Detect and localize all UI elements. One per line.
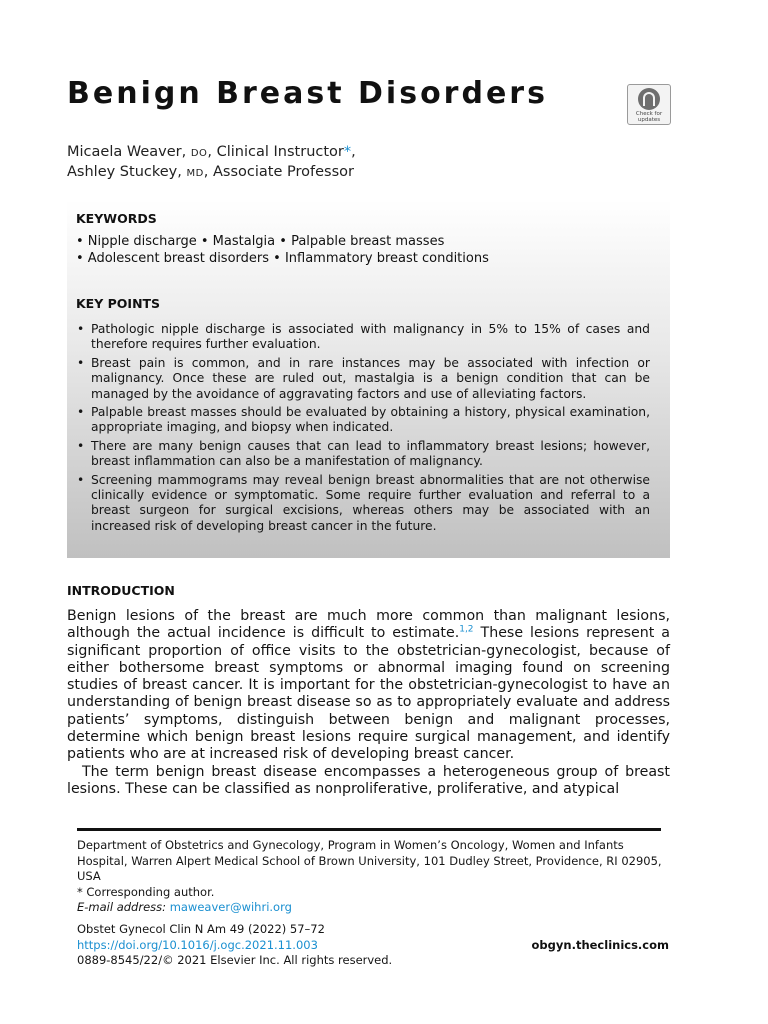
citation-block bbox=[77, 922, 392, 969]
corresponding-note: * Corresponding author. bbox=[77, 884, 215, 899]
check-for-updates-badge[interactable] bbox=[627, 84, 671, 125]
author-degree: MD bbox=[186, 168, 204, 179]
email-line bbox=[77, 900, 667, 916]
introduction-body bbox=[67, 608, 670, 798]
article-title: Benign Breast Disorders bbox=[67, 76, 548, 111]
key-points-list bbox=[76, 322, 650, 537]
author-line bbox=[67, 143, 356, 163]
email-label: E-mail address: bbox=[77, 900, 167, 914]
keywords-line: • Adolescent breast disorders • Inflammatory breast conditions bbox=[76, 251, 489, 266]
author-list bbox=[67, 143, 356, 183]
journal-citation: Obstet Gynecol Clin N Am 49 (2022) 57–72 bbox=[77, 922, 325, 936]
introduction-heading: INTRODUCTION bbox=[67, 583, 175, 598]
footnote-divider bbox=[77, 828, 661, 831]
email-link[interactable]: maweaver@wihri.org bbox=[169, 900, 292, 914]
footnote-affiliation bbox=[77, 838, 667, 916]
keywords-heading: KEYWORDS bbox=[76, 211, 157, 226]
key-point-item: • Screening mammograms may reveal benign breast abnormalities that are not otherwise clinically evidence or symptomatic. Some require further evaluation and referral to a breast surgeon for surgical excisions, whereas others may be associated with an increased risk of developing breast cancer in the future. bbox=[76, 473, 650, 535]
author-name: Ashley Stuckey, bbox=[67, 164, 187, 180]
key-point-item: • Pathologic nipple discharge is associated with malignancy in 5% to 15% of cases and therefore requires further evaluation. bbox=[76, 322, 650, 353]
author-role: , Associate Professor bbox=[203, 164, 354, 180]
author-role: , Clinical Instructor bbox=[207, 144, 344, 160]
copyright-line: 0889-8545/22/© 2021 Elsevier Inc. All rights reserved. bbox=[77, 953, 393, 967]
badge-label: Check for updates bbox=[635, 111, 663, 123]
paragraph-text: Benign lesions of the breast are much more common than malignant lesions, although the actual incidence is difficult to estimate. bbox=[67, 608, 670, 642]
key-point-item: • There are many benign causes that can lead to inflammatory breast lesions; however, breast inflammation can also be a manifestation of malignancy. bbox=[76, 439, 650, 470]
paragraph bbox=[67, 608, 670, 764]
corresponding-author-link[interactable]: * bbox=[343, 144, 352, 160]
keywords-line: • Nipple discharge • Mastalgia • Palpable breast masses bbox=[76, 234, 445, 249]
reference-link[interactable]: 1,2 bbox=[459, 624, 474, 635]
journal-site-link[interactable]: obgyn.theclinics.com bbox=[531, 938, 669, 952]
paragraph-text: These lesions represent a significant proportion of office visits to the obstetrician-gynecologist, because of either bothersome breast symptoms or abnormal imaging found on screening studies of breast cancer. It is important for the obstetrician-gynecologist to have an understanding of benign breast disease so as to appropriately evaluate and address patients’ symptoms, distinguish between benign and malignant processes, determine which benign breast lesions require surgical management, and identify patients who are at increased risk of developing breast cancer. bbox=[67, 625, 670, 763]
paragraph: The term benign breast disease encompasses a heterogeneous group of breast lesions. These can be classified as nonproliferative, proliferative, and atypical bbox=[67, 763, 670, 797]
author-line bbox=[67, 163, 356, 183]
keywords-keypoints-panel bbox=[67, 200, 670, 558]
key-points-heading: KEY POINTS bbox=[76, 296, 161, 311]
author-separator: , bbox=[351, 144, 356, 160]
author-degree: DO bbox=[190, 148, 208, 159]
author-name: Micaela Weaver, bbox=[67, 144, 191, 160]
affiliation-text: Department of Obstetrics and Gynecology, Program in Women’s Oncology, Women and Infants Hospital, Warren Alpert Medical School of Brown University, 101 Dudley Street, Providence, RI 02905, USA bbox=[77, 838, 662, 883]
key-point-item: • Palpable breast masses should be evaluated by obtaining a history, physical examination, appropriate imaging, and biopsy when indicated. bbox=[76, 405, 650, 436]
doi-link[interactable]: https://doi.org/10.1016/j.ogc.2021.11.003 bbox=[77, 937, 318, 952]
update-check-icon bbox=[638, 88, 660, 110]
key-point-item: • Breast pain is common, and in rare instances may be associated with infection or malignancy. Once these are ruled out, mastalgia is a benign condition that can be managed by the avoidance of aggravating factors and use of alleviating factors. bbox=[76, 356, 650, 402]
